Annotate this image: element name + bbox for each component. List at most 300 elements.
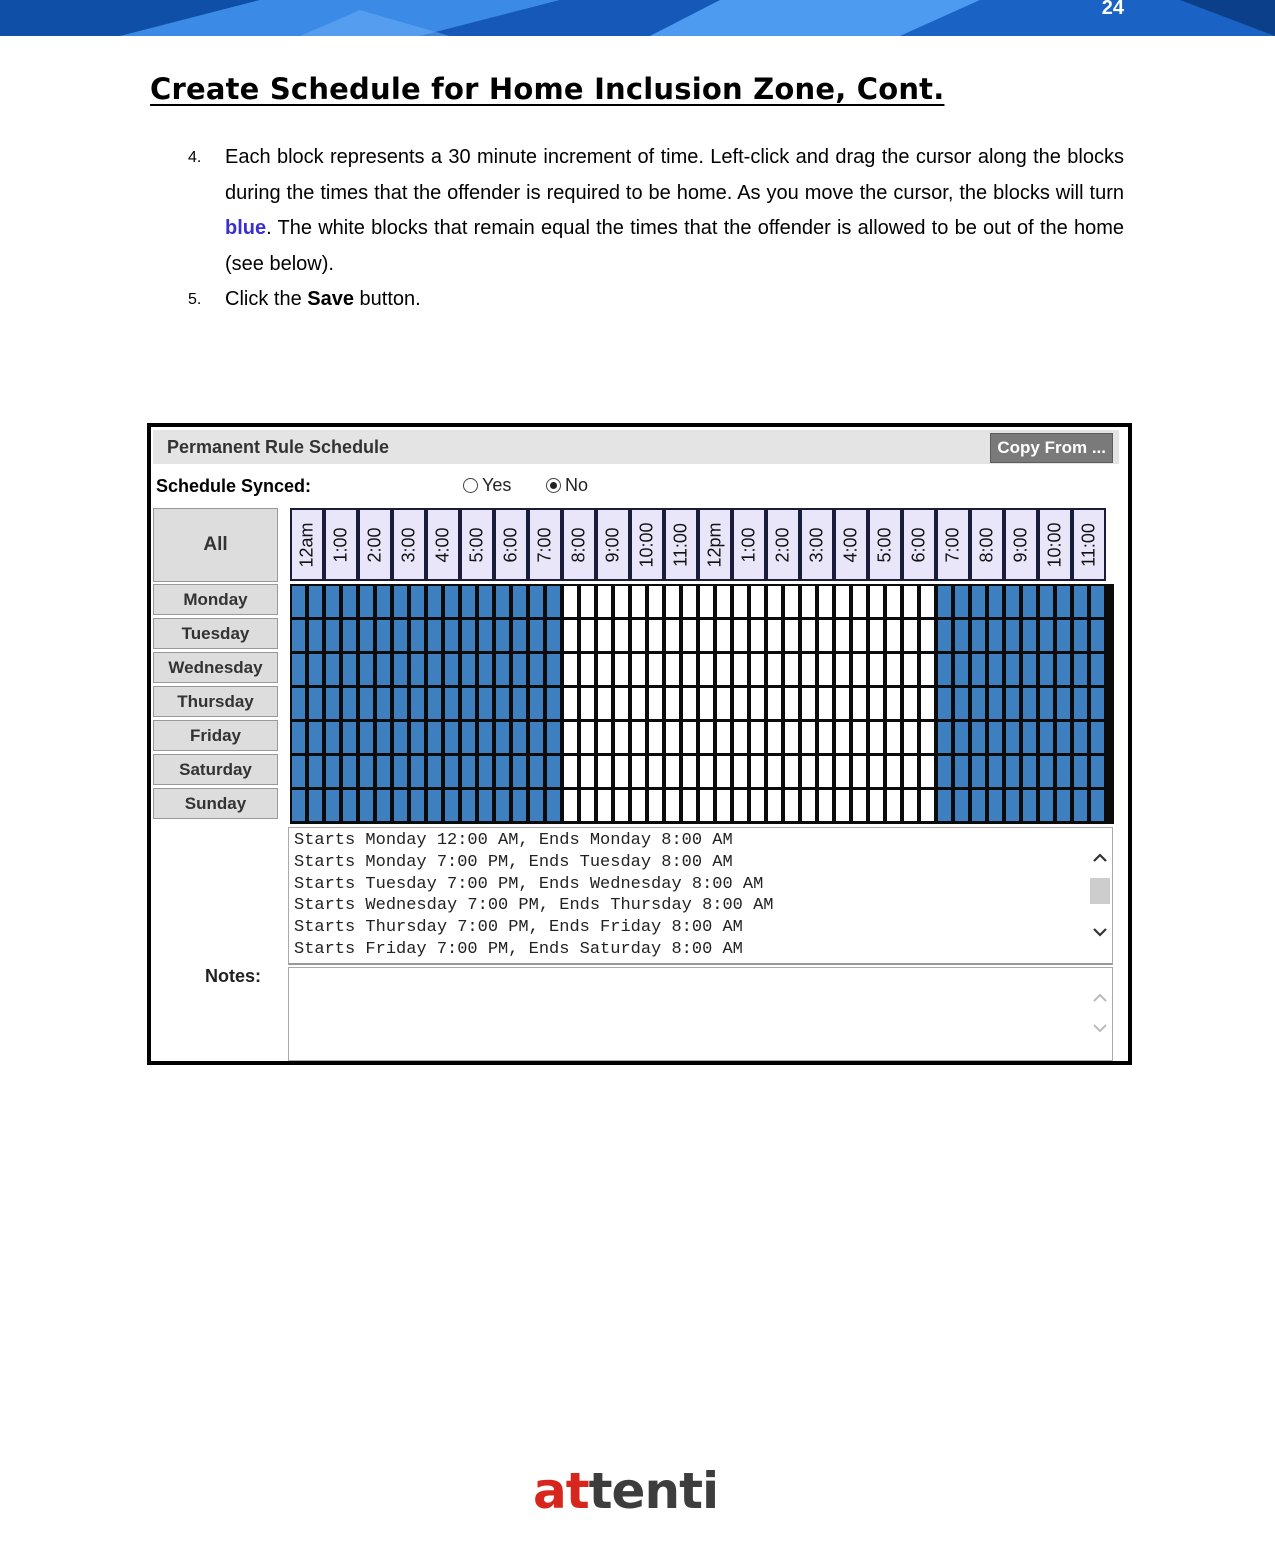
schedule-block[interactable] (462, 756, 475, 787)
schedule-block[interactable] (700, 790, 713, 821)
schedule-block[interactable] (462, 586, 475, 617)
schedule-block[interactable] (989, 688, 1002, 719)
notes-textarea[interactable] (288, 967, 1113, 1061)
schedule-block[interactable] (598, 620, 611, 651)
schedule-block[interactable] (1023, 756, 1036, 787)
schedule-block[interactable] (734, 790, 747, 821)
schedule-block[interactable] (530, 790, 543, 821)
schedule-block[interactable] (836, 586, 849, 617)
schedule-block[interactable] (394, 756, 407, 787)
schedule-block[interactable] (513, 756, 526, 787)
schedule-block[interactable] (938, 620, 951, 651)
schedule-block[interactable] (972, 722, 985, 753)
schedule-block[interactable] (428, 620, 441, 651)
schedule-block[interactable] (989, 620, 1002, 651)
schedule-block[interactable] (836, 790, 849, 821)
schedule-block[interactable] (683, 620, 696, 651)
schedule-block[interactable] (581, 586, 594, 617)
schedule-block[interactable] (972, 688, 985, 719)
schedule-block[interactable] (462, 620, 475, 651)
schedule-block[interactable] (496, 756, 509, 787)
schedule-block[interactable] (547, 790, 560, 821)
hour-header[interactable] (800, 508, 834, 581)
schedule-block[interactable] (1074, 688, 1087, 719)
schedule-block[interactable] (836, 620, 849, 651)
day-button-friday[interactable]: Friday (153, 720, 278, 751)
schedule-block[interactable] (377, 722, 390, 753)
hour-header[interactable] (698, 508, 732, 581)
schedule-block[interactable] (1006, 620, 1019, 651)
schedule-block[interactable] (530, 654, 543, 685)
schedule-block[interactable] (1091, 722, 1104, 753)
schedule-block[interactable] (445, 586, 458, 617)
schedule-block[interactable] (700, 654, 713, 685)
schedule-block[interactable] (309, 586, 322, 617)
schedule-block[interactable] (377, 586, 390, 617)
hour-header[interactable] (970, 508, 1004, 581)
schedule-block[interactable] (326, 688, 339, 719)
schedule-block[interactable] (326, 654, 339, 685)
schedule-block[interactable] (717, 790, 730, 821)
schedule-block[interactable] (428, 722, 441, 753)
schedule-block[interactable] (649, 620, 662, 651)
schedule-block[interactable] (700, 620, 713, 651)
synced-yes-radio[interactable] (463, 475, 511, 496)
schedule-block[interactable] (496, 722, 509, 753)
schedule-block[interactable] (377, 790, 390, 821)
hour-header[interactable] (1038, 508, 1072, 581)
schedule-block[interactable] (479, 586, 492, 617)
schedule-block[interactable] (1057, 586, 1070, 617)
schedule-block[interactable] (309, 756, 322, 787)
schedule-block[interactable] (802, 722, 815, 753)
schedule-block[interactable] (513, 654, 526, 685)
schedule-block[interactable] (717, 654, 730, 685)
schedule-block[interactable] (530, 688, 543, 719)
schedule-block[interactable] (462, 790, 475, 821)
hour-header[interactable] (1072, 508, 1106, 581)
scroll-up-icon[interactable] (1092, 850, 1108, 866)
synced-no-radio[interactable] (546, 475, 588, 496)
schedule-block[interactable] (938, 756, 951, 787)
day-button-wednesday[interactable]: Wednesday (153, 652, 278, 683)
schedule-block[interactable] (734, 620, 747, 651)
schedule-block[interactable] (989, 586, 1002, 617)
schedule-block[interactable] (904, 620, 917, 651)
schedule-block[interactable] (734, 688, 747, 719)
schedule-block[interactable] (1006, 586, 1019, 617)
schedule-block[interactable] (1074, 654, 1087, 685)
schedule-block[interactable] (802, 586, 815, 617)
schedule-block[interactable] (445, 756, 458, 787)
hour-header[interactable] (392, 508, 426, 581)
schedule-block[interactable] (292, 586, 305, 617)
schedule-block[interactable] (904, 654, 917, 685)
schedule-block[interactable] (819, 756, 832, 787)
schedule-block[interactable] (1040, 790, 1053, 821)
schedule-block[interactable] (989, 654, 1002, 685)
schedule-block[interactable] (751, 586, 764, 617)
schedule-block[interactable] (1023, 620, 1036, 651)
schedule-block[interactable] (989, 790, 1002, 821)
schedule-block[interactable] (632, 722, 645, 753)
schedule-block[interactable] (819, 790, 832, 821)
schedule-block[interactable] (632, 688, 645, 719)
schedule-block[interactable] (428, 756, 441, 787)
schedule-block[interactable] (904, 722, 917, 753)
schedule-block[interactable] (700, 688, 713, 719)
schedule-block[interactable] (394, 790, 407, 821)
schedule-block[interactable] (921, 688, 934, 719)
schedule-block[interactable] (632, 654, 645, 685)
schedule-block[interactable] (394, 722, 407, 753)
schedule-block[interactable] (1006, 756, 1019, 787)
schedule-block[interactable] (564, 790, 577, 821)
schedule-block[interactable] (326, 756, 339, 787)
schedule-block[interactable] (360, 722, 373, 753)
schedule-block[interactable] (1091, 654, 1104, 685)
schedule-block[interactable] (343, 688, 356, 719)
schedule-block[interactable] (1057, 688, 1070, 719)
schedule-block[interactable] (802, 654, 815, 685)
schedule-block[interactable] (428, 586, 441, 617)
schedule-block[interactable] (1023, 654, 1036, 685)
schedule-block[interactable] (462, 688, 475, 719)
schedule-block[interactable] (683, 654, 696, 685)
schedule-block[interactable] (955, 654, 968, 685)
hour-header[interactable] (766, 508, 800, 581)
schedule-block[interactable] (326, 722, 339, 753)
schedule-block[interactable] (598, 722, 611, 753)
schedule-block[interactable] (632, 620, 645, 651)
schedule-block[interactable] (751, 688, 764, 719)
schedule-block[interactable] (445, 654, 458, 685)
schedule-block[interactable] (1057, 722, 1070, 753)
schedule-block[interactable] (887, 790, 900, 821)
schedule-block[interactable] (615, 688, 628, 719)
hour-header[interactable] (324, 508, 358, 581)
schedule-block[interactable] (411, 790, 424, 821)
schedule-block[interactable] (649, 722, 662, 753)
schedule-block[interactable] (462, 654, 475, 685)
schedule-block[interactable] (479, 688, 492, 719)
schedule-block[interactable] (768, 688, 781, 719)
schedule-block[interactable] (853, 654, 866, 685)
schedule-block[interactable] (309, 654, 322, 685)
schedule-block[interactable] (887, 654, 900, 685)
schedule-block[interactable] (496, 586, 509, 617)
schedule-block[interactable] (547, 654, 560, 685)
schedule-block[interactable] (326, 620, 339, 651)
schedule-block[interactable] (1023, 722, 1036, 753)
schedule-block[interactable] (819, 654, 832, 685)
schedule-block[interactable] (547, 586, 560, 617)
schedule-block[interactable] (870, 688, 883, 719)
schedule-block[interactable] (1023, 790, 1036, 821)
schedule-block[interactable] (819, 586, 832, 617)
schedule-block[interactable] (717, 620, 730, 651)
schedule-block[interactable] (955, 688, 968, 719)
schedule-block[interactable] (955, 620, 968, 651)
hour-header[interactable] (596, 508, 630, 581)
schedule-block[interactable] (751, 620, 764, 651)
schedule-block[interactable] (615, 722, 628, 753)
schedule-block[interactable] (1040, 620, 1053, 651)
schedule-block[interactable] (836, 756, 849, 787)
day-button-sunday[interactable]: Sunday (153, 788, 278, 819)
schedule-block[interactable] (751, 790, 764, 821)
schedule-block[interactable] (853, 722, 866, 753)
schedule-block[interactable] (394, 620, 407, 651)
schedule-block[interactable] (836, 722, 849, 753)
schedule-block[interactable] (1057, 756, 1070, 787)
schedule-block[interactable] (785, 688, 798, 719)
schedule-block[interactable] (581, 688, 594, 719)
hour-header[interactable] (562, 508, 596, 581)
schedule-block[interactable] (1006, 722, 1019, 753)
schedule-block[interactable] (513, 586, 526, 617)
schedule-block[interactable] (1040, 654, 1053, 685)
schedule-block[interactable] (479, 654, 492, 685)
schedule-block[interactable] (1023, 586, 1036, 617)
schedule-block[interactable] (666, 620, 679, 651)
schedule-block[interactable] (649, 586, 662, 617)
select-all-button[interactable]: All (153, 508, 278, 582)
schedule-block[interactable] (377, 620, 390, 651)
schedule-block[interactable] (343, 586, 356, 617)
schedule-block[interactable] (360, 620, 373, 651)
schedule-block[interactable] (666, 688, 679, 719)
schedule-block[interactable] (768, 586, 781, 617)
schedule-block[interactable] (360, 756, 373, 787)
schedule-block[interactable] (343, 620, 356, 651)
schedule-block[interactable] (632, 586, 645, 617)
schedule-block[interactable] (836, 654, 849, 685)
schedule-block[interactable] (309, 790, 322, 821)
schedule-block[interactable] (598, 790, 611, 821)
schedule-block[interactable] (683, 722, 696, 753)
schedule-block[interactable] (683, 688, 696, 719)
schedule-block[interactable] (649, 654, 662, 685)
schedule-block[interactable] (1091, 620, 1104, 651)
schedule-block[interactable] (1074, 756, 1087, 787)
notes-scrollbar[interactable] (1088, 968, 1112, 1060)
schedule-block[interactable] (768, 620, 781, 651)
schedule-block[interactable] (955, 790, 968, 821)
schedule-block[interactable] (666, 586, 679, 617)
schedule-block[interactable] (394, 654, 407, 685)
schedule-block[interactable] (1023, 688, 1036, 719)
schedule-block[interactable] (292, 688, 305, 719)
schedule-block[interactable] (445, 722, 458, 753)
schedule-block[interactable] (411, 654, 424, 685)
schedule-block[interactable] (819, 722, 832, 753)
schedule-block[interactable] (768, 654, 781, 685)
schedule-block[interactable] (309, 688, 322, 719)
schedule-block[interactable] (1006, 654, 1019, 685)
schedule-block[interactable] (700, 586, 713, 617)
schedule-block[interactable] (649, 790, 662, 821)
schedule-block[interactable] (836, 688, 849, 719)
schedule-block[interactable] (564, 620, 577, 651)
schedule-block[interactable] (870, 586, 883, 617)
schedule-block[interactable] (411, 586, 424, 617)
schedule-block[interactable] (530, 586, 543, 617)
schedule-block[interactable] (394, 688, 407, 719)
hour-header[interactable] (528, 508, 562, 581)
schedule-block[interactable] (581, 654, 594, 685)
schedule-block[interactable] (734, 654, 747, 685)
schedule-block[interactable] (989, 756, 1002, 787)
schedule-block[interactable] (785, 790, 798, 821)
schedule-block[interactable] (972, 756, 985, 787)
schedule-block[interactable] (989, 722, 1002, 753)
schedule-block[interactable] (428, 688, 441, 719)
schedule-block[interactable] (360, 688, 373, 719)
schedule-block[interactable] (785, 620, 798, 651)
schedule-block[interactable] (564, 654, 577, 685)
schedule-block[interactable] (598, 586, 611, 617)
schedule-block[interactable] (768, 722, 781, 753)
schedule-block[interactable] (972, 790, 985, 821)
schedule-block[interactable] (972, 586, 985, 617)
schedule-block[interactable] (785, 722, 798, 753)
schedule-block[interactable] (904, 688, 917, 719)
schedule-block[interactable] (530, 756, 543, 787)
schedule-block[interactable] (785, 586, 798, 617)
schedule-block[interactable] (870, 722, 883, 753)
schedule-block[interactable] (292, 790, 305, 821)
schedule-block[interactable] (972, 620, 985, 651)
schedule-block[interactable] (309, 722, 322, 753)
schedule-block[interactable] (904, 586, 917, 617)
hour-header[interactable] (868, 508, 902, 581)
schedule-block[interactable] (615, 756, 628, 787)
schedule-block[interactable] (1040, 586, 1053, 617)
scroll-down-icon[interactable] (1092, 924, 1108, 940)
schedule-block[interactable] (394, 586, 407, 617)
schedule-block[interactable] (513, 722, 526, 753)
hour-header[interactable] (290, 508, 324, 581)
schedule-block[interactable] (1057, 620, 1070, 651)
schedule-block[interactable] (819, 620, 832, 651)
schedule-block[interactable] (598, 756, 611, 787)
schedule-block[interactable] (479, 722, 492, 753)
schedule-block[interactable] (598, 654, 611, 685)
schedule-block[interactable] (921, 722, 934, 753)
schedule-block[interactable] (683, 586, 696, 617)
schedule-block[interactable] (564, 586, 577, 617)
schedule-block[interactable] (955, 586, 968, 617)
schedule-block[interactable] (1040, 688, 1053, 719)
schedule-block[interactable] (921, 756, 934, 787)
schedule-block[interactable] (751, 722, 764, 753)
schedule-block[interactable] (887, 586, 900, 617)
schedule-block[interactable] (802, 756, 815, 787)
schedule-block[interactable] (377, 756, 390, 787)
schedule-block[interactable] (360, 790, 373, 821)
schedule-block[interactable] (649, 688, 662, 719)
schedule-block[interactable] (496, 620, 509, 651)
schedule-block[interactable] (547, 722, 560, 753)
schedule-block[interactable] (785, 654, 798, 685)
schedule-block[interactable] (734, 756, 747, 787)
schedule-block[interactable] (972, 654, 985, 685)
hour-header[interactable] (834, 508, 868, 581)
schedule-block[interactable] (938, 688, 951, 719)
schedule-block[interactable] (717, 586, 730, 617)
schedule-block[interactable] (581, 756, 594, 787)
schedule-block[interactable] (700, 756, 713, 787)
hour-header[interactable] (630, 508, 664, 581)
schedule-block[interactable] (547, 688, 560, 719)
schedule-block[interactable] (870, 620, 883, 651)
schedule-block[interactable] (1074, 586, 1087, 617)
schedule-block[interactable] (683, 790, 696, 821)
schedule-block[interactable] (870, 654, 883, 685)
schedule-block[interactable] (921, 790, 934, 821)
schedule-block[interactable] (343, 790, 356, 821)
schedule-block[interactable] (547, 756, 560, 787)
schedule-block[interactable] (292, 620, 305, 651)
hour-header[interactable] (936, 508, 970, 581)
schedule-block[interactable] (530, 722, 543, 753)
schedule-block[interactable] (751, 756, 764, 787)
schedule-block[interactable] (904, 790, 917, 821)
schedule-block[interactable] (717, 688, 730, 719)
schedule-block[interactable] (887, 688, 900, 719)
schedule-block[interactable] (768, 790, 781, 821)
schedule-block[interactable] (734, 722, 747, 753)
schedule-block[interactable] (292, 722, 305, 753)
schedule-block[interactable] (581, 620, 594, 651)
schedule-block[interactable] (768, 756, 781, 787)
schedule-block[interactable] (717, 756, 730, 787)
schedule-block[interactable] (1074, 620, 1087, 651)
schedule-block[interactable] (802, 688, 815, 719)
schedule-block[interactable] (1074, 790, 1087, 821)
schedule-block[interactable] (1040, 756, 1053, 787)
schedule-block[interactable] (513, 620, 526, 651)
schedule-block[interactable] (870, 790, 883, 821)
schedule-block[interactable] (513, 790, 526, 821)
schedule-block[interactable] (802, 790, 815, 821)
schedule-block[interactable] (666, 654, 679, 685)
schedule-block[interactable] (666, 790, 679, 821)
schedule-block[interactable] (853, 756, 866, 787)
schedule-block[interactable] (292, 654, 305, 685)
schedule-block[interactable] (649, 756, 662, 787)
schedule-block[interactable] (462, 722, 475, 753)
schedule-block[interactable] (734, 586, 747, 617)
schedule-block[interactable] (853, 688, 866, 719)
hour-header[interactable] (358, 508, 392, 581)
schedule-block[interactable] (309, 620, 322, 651)
schedule-block[interactable] (343, 722, 356, 753)
schedule-block[interactable] (598, 688, 611, 719)
schedule-block[interactable] (428, 654, 441, 685)
scroll-thumb[interactable] (1090, 878, 1110, 904)
schedule-block[interactable] (326, 586, 339, 617)
schedule-block[interactable] (377, 654, 390, 685)
schedule-block[interactable] (870, 756, 883, 787)
schedule-block[interactable] (751, 654, 764, 685)
schedule-block[interactable] (292, 756, 305, 787)
schedule-block[interactable] (496, 688, 509, 719)
day-button-thursday[interactable]: Thursday (153, 686, 278, 717)
schedule-block[interactable] (411, 688, 424, 719)
schedule-block[interactable] (496, 654, 509, 685)
